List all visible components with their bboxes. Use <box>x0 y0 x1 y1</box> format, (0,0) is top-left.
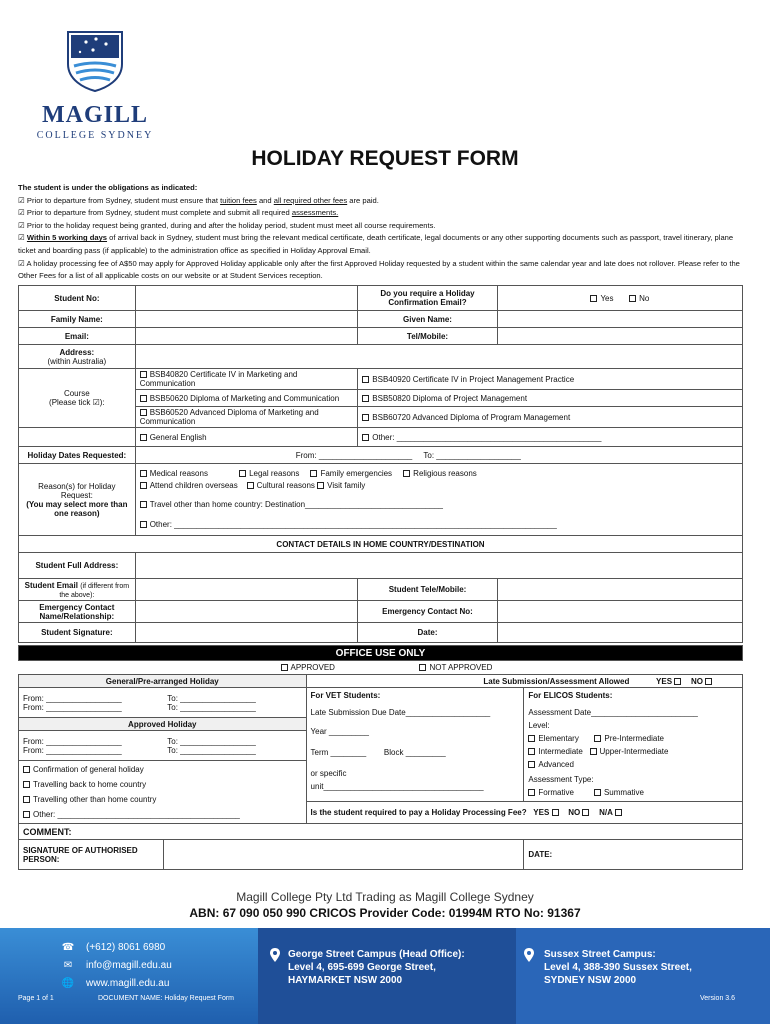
formative-checkbox[interactable] <box>528 789 535 796</box>
intermediate-checkbox[interactable] <box>528 748 535 755</box>
no-checkbox[interactable] <box>629 295 636 302</box>
fee-yes-checkbox[interactable] <box>552 809 559 816</box>
tel-label: Tel/Mobile: <box>358 328 497 345</box>
obligations-text <box>18 182 748 283</box>
advanced-checkbox[interactable] <box>528 761 535 768</box>
student-email-field[interactable] <box>135 579 358 601</box>
office-use-header: OFFICE USE ONLY <box>19 646 743 661</box>
logo-name: MAGILL <box>41 102 148 128</box>
confirm-email-options: Yes No <box>497 286 742 311</box>
tel-field[interactable] <box>497 328 742 345</box>
reasons-options: Medical reasons Legal reasons Family emergencies Religious reasons Attend children overseas Cultural reasons Visit family Travel other than home country: Destination_______________________________ Other: ______________________________________________________________________________________ <box>135 464 742 536</box>
registration-numbers: ABN: 67 090 050 990 CRICOS Provider Code: 01994M RTO No: 91367 <box>189 906 581 920</box>
legal-checkbox[interactable] <box>239 470 246 477</box>
location-pin-icon <box>524 948 534 962</box>
obligation-3: ☑ Prior to the holiday request being granted, during and after the holiday period, student must meet all course requirements. <box>18 220 436 230</box>
fee-question: Is the student required to pay a Holiday Processing Fee? YES NO N/A <box>306 801 742 823</box>
late-submission-header: Late Submission/Assessment Allowed YES NO <box>306 675 742 688</box>
approved-checkbox[interactable] <box>281 664 288 671</box>
course-option-6[interactable]: BSB60720 Advanced Diploma of Program Management <box>358 407 743 428</box>
general-holiday-header: General/Pre-arranged Holiday <box>19 675 307 688</box>
footer-bar <box>0 928 770 1024</box>
signature-label: Student Signature: <box>19 623 136 643</box>
course-option-1[interactable]: BSB40820 Certificate IV in Marketing and Communication <box>135 369 358 390</box>
other-checkbox[interactable] <box>23 811 30 818</box>
george-campus-address: George Street Campus (Head Office): Level 4, 695-699 George Street, HAYMARKET NSW 2000 <box>288 949 465 986</box>
version: Version 3.6 <box>700 995 736 1002</box>
student-tele-field[interactable] <box>497 579 742 601</box>
mail-icon: ✉ <box>63 960 73 971</box>
elementary-checkbox[interactable] <box>528 735 535 742</box>
course-option-5[interactable]: BSB60520 Advanced Diploma of Marketing and Communication <box>135 407 358 428</box>
email-address[interactable]: info@magill.edu.au <box>86 960 172 971</box>
emergency-contact-field[interactable] <box>135 601 358 623</box>
holiday-dates-field[interactable]: From: _____________________ To: ___________________ <box>135 447 742 464</box>
phone-icon: ☎ <box>61 942 75 953</box>
reasons-label: Reason(s) for Holiday Request: (You may select more than one reason) <box>19 464 136 536</box>
comment-field[interactable]: COMMENT: <box>19 824 743 840</box>
obligation-4: ☑ Within 5 working days of arrival back in Sydney, student must bring the relevant medical certificate, death certificate, legal documents or any other supporting documents such as passport, travel itinerary, plane ticket and boarding pass (if applicable) to the administration office as specified in Holiday Approval Email. <box>18 233 734 255</box>
office-date-field[interactable]: DATE: <box>524 840 743 870</box>
confirmation-checkbox[interactable] <box>23 766 30 773</box>
full-address-label: Student Full Address: <box>19 553 136 579</box>
medical-checkbox[interactable] <box>140 470 147 477</box>
general-to[interactable]: To: _________________ To: _________________ <box>163 688 306 718</box>
contact-header: CONTACT DETAILS IN HOME COUNTRY/DESTINATION <box>19 536 743 553</box>
family-name-label: Family Name: <box>19 311 136 328</box>
website[interactable]: www.magill.edu.au <box>86 978 170 989</box>
student-no-field[interactable] <box>135 286 358 311</box>
summative-checkbox[interactable] <box>594 789 601 796</box>
document-name: DOCUMENT NAME: Holiday Request Form <box>98 995 235 1002</box>
confirm-email-label: Do you require a Holiday Confirmation Email? <box>358 286 497 311</box>
emergency-no-field[interactable] <box>497 601 742 623</box>
signature-field[interactable] <box>135 623 358 643</box>
upper-intermediate-checkbox[interactable] <box>590 748 597 755</box>
emergency-no-label: Emergency Contact No: <box>358 601 497 623</box>
cultural-checkbox[interactable] <box>247 482 254 489</box>
year-field[interactable]: Year _________ <box>310 727 369 736</box>
obligations-heading: The student is under the obligations as indicated: <box>18 183 198 192</box>
page-number: Page 1 of 1 <box>18 995 54 1002</box>
emergency-contact-label: Emergency Contact Name/Relationship: <box>19 601 136 623</box>
obligation-2: ☑ Prior to departure from Sydney, student must complete and submit all required assessments. <box>18 208 339 218</box>
approved-to[interactable]: To: _________________ To: _________________ <box>163 731 306 761</box>
address-field[interactable] <box>135 345 742 369</box>
student-form <box>18 285 743 643</box>
web-icon: 🌐 <box>61 978 75 989</box>
family-checkbox[interactable] <box>310 470 317 477</box>
assessment-date-field[interactable]: Assessment Date________________________ <box>528 708 698 717</box>
travel-other-checkbox[interactable] <box>23 796 30 803</box>
holiday-dates-label: Holiday Dates Requested: <box>19 447 136 464</box>
course-label: Course (Please tick ☑): <box>19 369 136 428</box>
given-name-label: Given Name: <box>358 311 497 328</box>
course-option-4[interactable]: BSB50820 Diploma of Project Management <box>358 390 743 407</box>
location-pin-icon <box>270 948 280 962</box>
phone-number: (+612) 8061 6980 <box>86 942 166 953</box>
late-yes-checkbox[interactable] <box>674 678 681 685</box>
student-email-label: Student Email (if different from the above): <box>19 579 136 601</box>
yes-checkbox[interactable] <box>590 295 597 302</box>
student-tele-label: Student Tele/Mobile: <box>358 579 497 601</box>
travel-home-checkbox[interactable] <box>23 781 30 788</box>
fee-no-checkbox[interactable] <box>582 809 589 816</box>
shield-icon <box>66 30 124 92</box>
course-option-other[interactable]: Other: ______________________________________________ <box>358 428 743 447</box>
authorised-signature-field[interactable] <box>163 840 524 870</box>
late-no-checkbox[interactable] <box>705 678 712 685</box>
other-reason-checkbox[interactable] <box>140 521 147 528</box>
page-title: HOLIDAY REQUEST FORM <box>251 147 519 170</box>
unit-field[interactable]: unit____________________________________ <box>310 782 484 791</box>
office-use-form <box>18 645 743 870</box>
approval-options: APPROVED NOT APPROVED <box>19 661 743 675</box>
term-block-field[interactable]: Term ________ Block _________ <box>310 748 446 757</box>
obligation-5: ☑ A holiday processing fee of A$50 may apply for Approved Holiday applicable only after the first Approved Holiday requested by a student within the same calendar year and late does not rollover. Please refer to the Other Fees for a list of all applicable costs on our website or at Student Services reception. <box>18 258 740 281</box>
children-checkbox[interactable] <box>140 482 147 489</box>
religious-checkbox[interactable] <box>403 470 410 477</box>
late-due-date-field[interactable]: Late Submission Due Date___________________ <box>310 708 491 717</box>
course-option-2[interactable]: BSB40920 Certificate IV in Project Management Practice <box>358 369 743 390</box>
logo-subtitle: COLLEGE SYDNEY <box>36 130 154 141</box>
course-option-3[interactable]: BSB50620 Diploma of Marketing and Communication <box>135 390 358 407</box>
sussex-campus-address: Sussex Street Campus: Level 4, 388-390 Sussex Street, SYDNEY NSW 2000 <box>544 949 692 986</box>
date-label: Date: <box>358 623 497 643</box>
general-from[interactable]: From: _________________ From: _________________ <box>19 688 164 718</box>
not-approved-checkbox[interactable] <box>419 664 426 671</box>
family-name-field[interactable] <box>135 311 358 328</box>
company-name: Magill College Pty Ltd Trading as Magill College Sydney <box>236 890 534 904</box>
authorised-signature-label: SIGNATURE OF AUTHORISED PERSON: <box>19 840 164 870</box>
email-field[interactable] <box>135 328 358 345</box>
course-option-general-english[interactable]: General English <box>135 428 358 447</box>
college-logo <box>30 24 160 141</box>
visit-checkbox[interactable] <box>317 482 324 489</box>
given-name-field[interactable] <box>497 311 742 328</box>
approved-holiday-header: Approved Holiday <box>19 718 307 731</box>
approved-from[interactable]: From: _________________ From: _________________ <box>19 731 164 761</box>
travel-checkbox[interactable] <box>140 501 147 508</box>
email-label: Email: <box>19 328 136 345</box>
fee-na-checkbox[interactable] <box>615 809 622 816</box>
holiday-type-options: Confirmation of general holiday Travelling back to home country Travelling other than home country Other: _________________________________________ <box>19 761 307 824</box>
date-field[interactable] <box>497 623 742 643</box>
full-address-field[interactable] <box>135 553 742 579</box>
elicos-section: For ELICOS Students: Assessment Date________________________ Level: Elementary Pre-Intermediate Intermediate Upper-Intermediate Advanced Assessment Type: Formative Summative <box>524 688 743 802</box>
pre-intermediate-checkbox[interactable] <box>594 735 601 742</box>
vet-section: For VET Students: Late Submission Due Date___________________ Year _________ Term ________ Block _________ or specific unit____________________________________ <box>306 688 524 802</box>
student-no-label: Student No: <box>19 286 136 311</box>
obligation-1: ☑ Prior to departure from Sydney, student must ensure that tuition fees and all required other fees are paid. <box>18 195 379 205</box>
address-label: Address: (within Australia) <box>19 345 136 369</box>
